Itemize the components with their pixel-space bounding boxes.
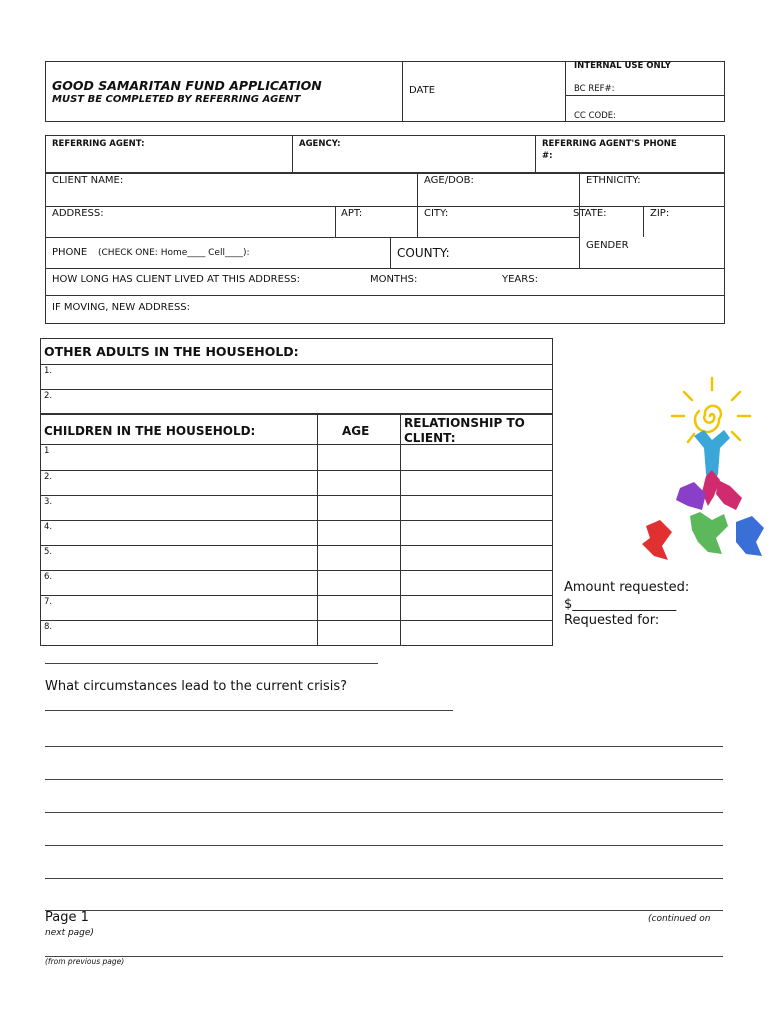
child-row: 3. <box>44 497 53 507</box>
amount-requested-label: Amount requested: <box>564 580 690 595</box>
crisis-answer-line[interactable] <box>45 910 723 911</box>
age-dob-label: AGE/DOB: <box>424 175 474 186</box>
zip-label: ZIP: <box>650 208 670 219</box>
agent-phone-label-2: #: <box>542 151 553 161</box>
adult-row-1: 1. <box>44 366 53 376</box>
child-row: 4. <box>44 522 53 532</box>
gender-label: GENDER <box>586 240 629 251</box>
cc-code-label: CC CODE: <box>574 111 616 121</box>
crisis-question: What circumstances lead to the current crisis? <box>45 679 348 694</box>
child-row: 6. <box>44 572 53 582</box>
adults-title: OTHER ADULTS IN THE HOUSEHOLD: <box>44 344 299 359</box>
relationship-header: RELATIONSHIP TO <box>404 416 525 430</box>
city-label: CITY: <box>424 208 449 219</box>
children-table <box>40 414 553 646</box>
years-label: YEARS: <box>502 274 538 285</box>
sun-figures-illustration <box>632 376 768 568</box>
child-row: 1 <box>44 446 50 456</box>
form-subtitle: MUST BE COMPLETED BY REFERRING AGENT <box>52 94 301 105</box>
agency-label: AGENCY: <box>299 139 341 149</box>
child-row: 7. <box>44 597 53 607</box>
children-title: CHILDREN IN THE HOUSEHOLD: <box>44 424 256 438</box>
bc-ref-label: BC REF#: <box>574 84 615 94</box>
requested-for-label: Requested for: <box>564 613 660 628</box>
child-row: 8. <box>44 622 53 632</box>
requested-for-line[interactable] <box>45 663 378 664</box>
age-header: AGE <box>342 424 370 438</box>
months-label: MONTHS: <box>370 274 418 285</box>
from-previous-label: (from previous page) <box>45 957 125 966</box>
moving-label: IF MOVING, NEW ADDRESS: <box>52 302 191 313</box>
continued-label: (continued on <box>648 914 711 924</box>
phone-check-label: (CHECK ONE: Home____ Cell____): <box>98 248 250 258</box>
crisis-answer-line[interactable] <box>45 779 723 780</box>
state-label: STATE: <box>573 208 607 219</box>
form-title: GOOD SAMARITAN FUND APPLICATION <box>52 78 322 93</box>
phone-label: PHONE <box>52 247 88 258</box>
amount-field[interactable]: $________________ <box>564 597 677 612</box>
client-name-label: CLIENT NAME: <box>52 175 124 186</box>
agent-phone-label: REFERRING AGENT'S PHONE <box>542 139 677 149</box>
date-label: DATE <box>409 85 436 96</box>
crisis-answer-line[interactable] <box>45 812 723 813</box>
crisis-answer-line[interactable] <box>45 746 723 747</box>
crisis-answer-line[interactable] <box>45 878 723 879</box>
crisis-answer-line[interactable] <box>45 845 723 846</box>
child-row: 5. <box>44 547 53 557</box>
adult-row-2: 2. <box>44 391 53 401</box>
relationship-header-2: CLIENT: <box>404 431 456 445</box>
continuation-line[interactable] <box>45 956 723 957</box>
child-row: 2. <box>44 472 53 482</box>
how-long-label: HOW LONG HAS CLIENT LIVED AT THIS ADDRESS: <box>52 274 301 285</box>
internal-use-label: INTERNAL USE ONLY <box>574 61 671 71</box>
next-page-label: next page) <box>45 928 94 938</box>
address-label: ADDRESS: <box>52 208 104 219</box>
referring-agent-label: REFERRING AGENT: <box>52 139 145 149</box>
apt-label: APT: <box>341 208 363 219</box>
ethnicity-label: ETHNICITY: <box>586 175 641 186</box>
county-label: COUNTY: <box>397 246 450 260</box>
page-number: Page 1 <box>45 910 89 925</box>
crisis-answer-line[interactable] <box>45 710 453 711</box>
